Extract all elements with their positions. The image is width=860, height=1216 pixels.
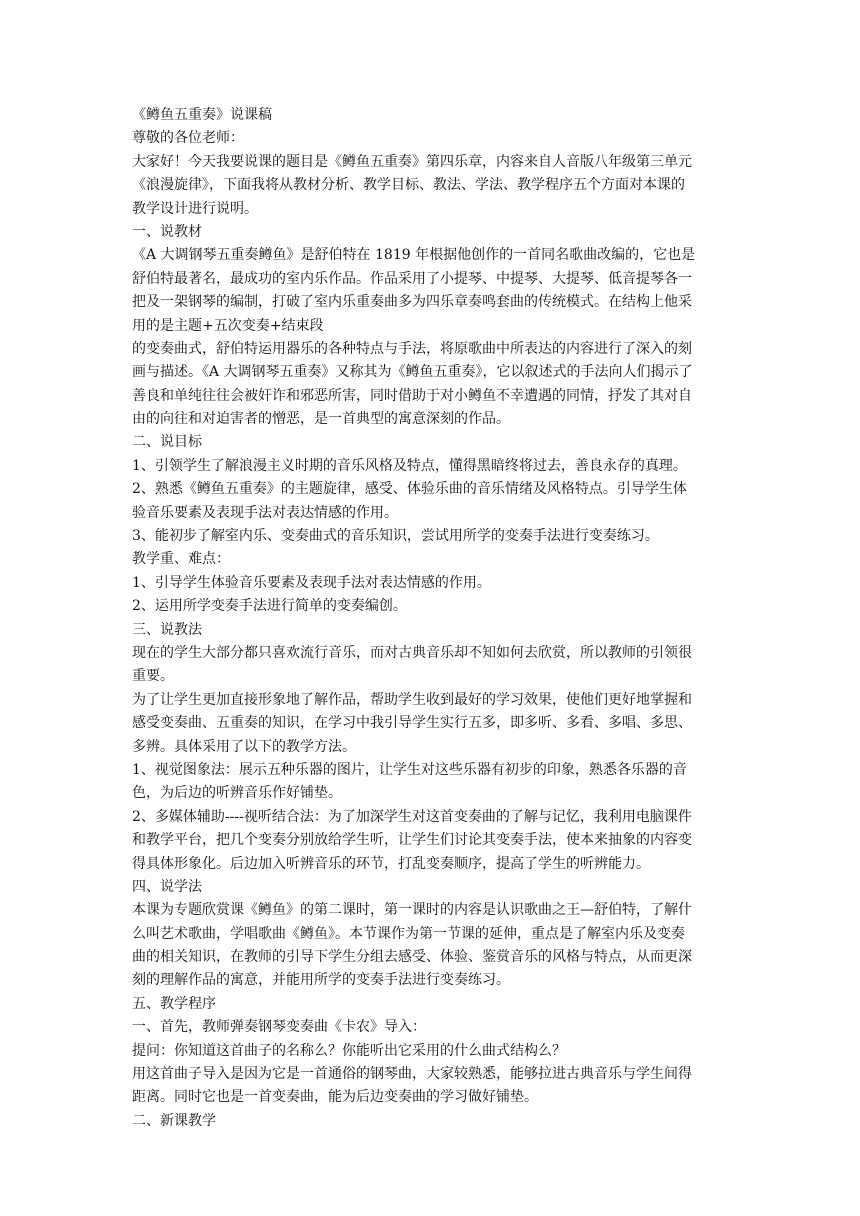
text-line: 多辨。具体采用了以下的教学方法。 bbox=[132, 738, 356, 755]
text-line: 一、首先，教师弹奏钢琴变奏曲《卡农》导入： bbox=[132, 1019, 426, 1036]
text-line: 善良和单纯往往会被奸诈和邪恶所害，同时借助于对小鳟鱼不幸遭遇的同情，抒发了其对自 bbox=[132, 387, 692, 404]
section-heading: 五、教学程序 bbox=[132, 995, 216, 1012]
section-heading: 教学重、难点： bbox=[132, 551, 230, 568]
text-line: 1、引导学生体验音乐要素及表现手法对表达情感的作用。 bbox=[132, 574, 491, 591]
text-line: 提问：你知道这首曲子的名称么？你能听出它采用的什么曲式结构么？ bbox=[132, 1042, 566, 1059]
text-line: 刻的理解作品的寓意，并能用所学的变奏手法进行变奏练习。 bbox=[132, 972, 510, 989]
text-line: 曲的相关知识，在教师的引导下学生分组去感受、体验、鉴赏音乐的风格与特点，从而更深 bbox=[132, 949, 692, 966]
text-line: 得具体形象化。后边加入听辨音乐的环节，打乱变奏顺序，提高了学生的听辨能力。 bbox=[132, 855, 650, 872]
text-line: 画与描述。《A 大调钢琴五重奏》又称其为《鳟鱼五重奏》，它以叙述式的手法向人们揭示了 bbox=[132, 364, 693, 381]
text-line: 为了让学生更加直接形象地了解作品，帮助学生收到最好的学习效果，使他们更好地掌握和 bbox=[132, 691, 692, 708]
text-line: 1、视觉图象法：展示五种乐器的图片，让学生对这些乐器有初步的印象，熟悉各乐器的音 bbox=[132, 761, 687, 778]
text-line: 么叫艺术歌曲，学唱歌曲《鳟鱼》。本节课作为第一节课的延伸，重点是了解室内乐及变奏 bbox=[132, 925, 685, 942]
text-line: 《A 大调钢琴五重奏鳟鱼》是舒伯特在 1819 年根据他创作的一首同名歌曲改编的，它也是 bbox=[132, 247, 696, 264]
text-line: 重要。 bbox=[132, 668, 174, 685]
text-line: 1、引领学生了解浪漫主义时期的音乐风格及特点，懂得黑暗终将过去，善良永存的真理。 bbox=[132, 457, 687, 474]
section-heading: 三、说教法 bbox=[132, 621, 202, 638]
document-page bbox=[132, 104, 744, 1133]
text-line: 用这首曲子导入是因为它是一首通俗的钢琴曲，大家较熟悉，能够拉进古典音乐与学生间得 bbox=[132, 1066, 692, 1083]
section-heading: 一、说教材 bbox=[132, 223, 202, 240]
section-heading: 二、说目标 bbox=[132, 434, 202, 451]
text-line: 教学设计进行说明。 bbox=[132, 200, 258, 217]
text-line: 2、多媒体辅助----视听结合法：为了加深学生对这首变奏曲的了解与记忆，我利用电脑课件 bbox=[132, 808, 692, 825]
text-line: 2、运用所学变奏手法进行简单的变奏编创。 bbox=[132, 598, 407, 615]
text-line: 距离。同时它也是一首变奏曲，能为后边变奏曲的学习做好铺垫。 bbox=[132, 1089, 538, 1106]
salutation: 尊敬的各位老师： bbox=[132, 130, 244, 147]
document-title: 《鳟鱼五重奏》说课稿 bbox=[132, 107, 272, 123]
text-line: 由的向往和对迫害者的憎恶，是一首典型的寓意深刻的作品。 bbox=[132, 411, 510, 428]
text-line: 感受变奏曲、五重奏的知识，在学习中我引导学生实行五多，即多听、多看、多唱、多思、 bbox=[132, 715, 692, 732]
text-line: 把及一架钢琴的编制，打破了室内乐重奏曲多为四乐章奏鸣套曲的传统模式。在结构上他采 bbox=[132, 294, 692, 311]
text-line: 色，为后边的听辨音乐作好铺垫。 bbox=[132, 785, 342, 802]
text-line: 《浪漫旋律》，下面我将从教材分析、教学目标、教法、学法、教学程序五个方面对本课的 bbox=[132, 177, 685, 194]
text-line: 大家好！今天我要说课的题目是《鳟鱼五重奏》第四乐章，内容来自人音版八年级第三单元 bbox=[132, 153, 692, 170]
section-heading: 四、说学法 bbox=[132, 878, 202, 895]
section-heading: 二、新课教学 bbox=[132, 1112, 216, 1129]
text-line: 本课为专题欣赏课《鳟鱼》的第二课时，第一课时的内容是认识歌曲之王—舒伯特，了解什 bbox=[132, 902, 692, 919]
text-line: 用的是主题+五次变奏+结束段 bbox=[132, 317, 324, 334]
text-line: 舒伯特最著名，最成功的室内乐作品。作品采用了小提琴、中提琴、大提琴、低音提琴各一 bbox=[132, 270, 692, 287]
text-line: 的变奏曲式，舒伯特运用器乐的各种特点与手法，将原歌曲中所表达的内容进行了深入的刻 bbox=[132, 340, 692, 357]
text-line: 3、能初步了解室内乐、变奏曲式的音乐知识，尝试用所学的变奏手法进行变奏练习。 bbox=[132, 528, 659, 545]
text-line: 和教学平台，把几个变奏分别放给学生听，让学生们讨论其变奏手法，使本来抽象的内容变 bbox=[132, 832, 692, 849]
text-line: 现在的学生大部分都只喜欢流行音乐，而对古典音乐却不知如何去欣赏，所以教师的引领很 bbox=[132, 644, 692, 661]
text-line: 验音乐要素及表现手法对表达情感的作用。 bbox=[132, 504, 398, 521]
text-line: 2、熟悉《鳟鱼五重奏》的主题旋律，感受、体验乐曲的音乐情绪及风格特点。引导学生体 bbox=[132, 481, 687, 498]
